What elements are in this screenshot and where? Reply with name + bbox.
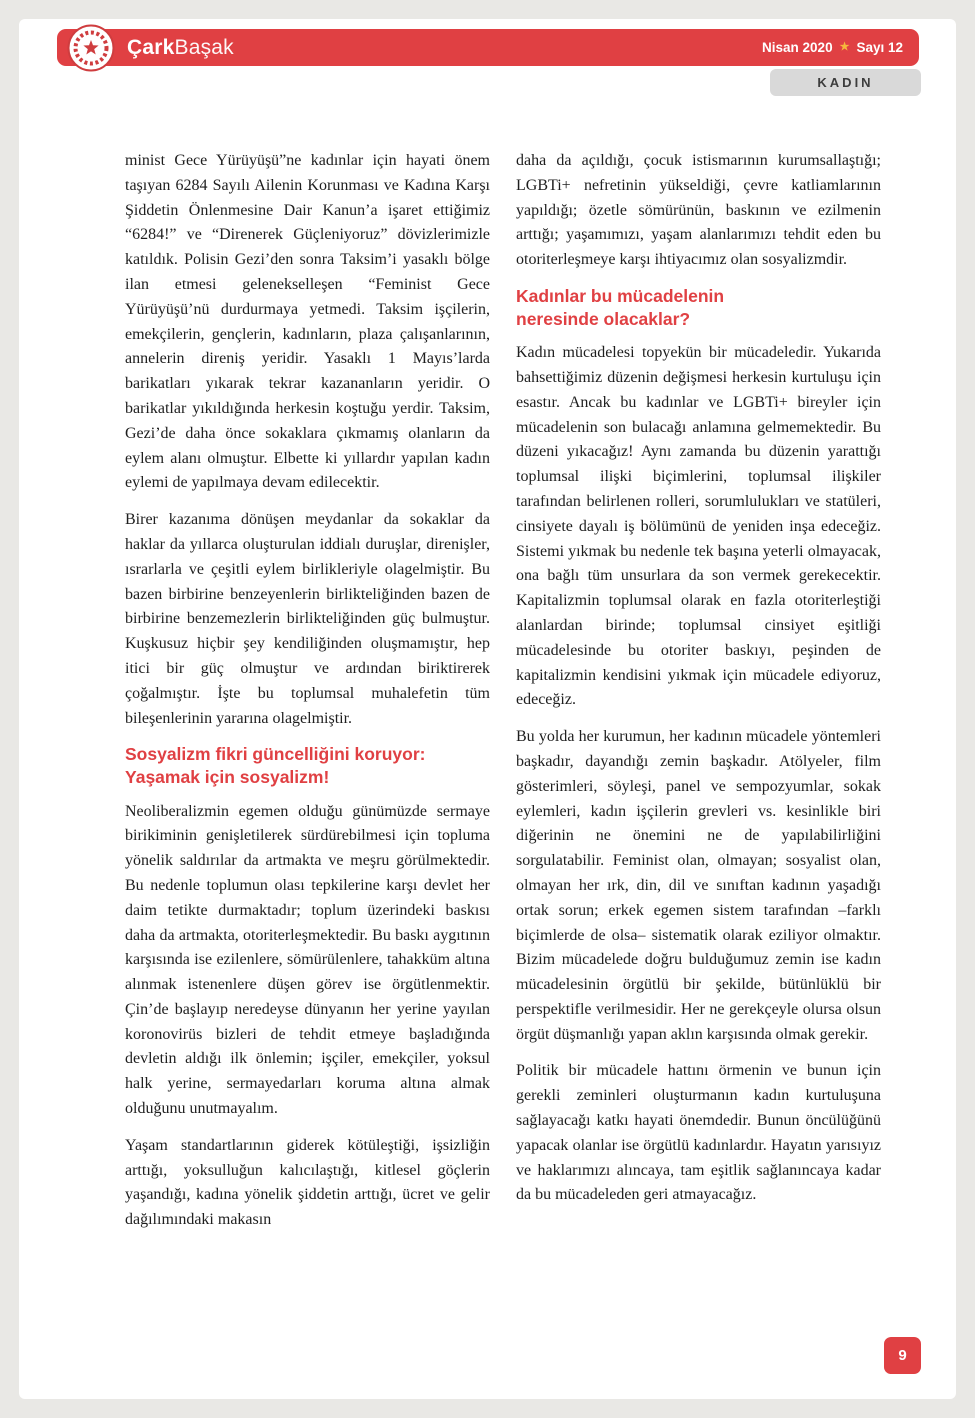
left-column bbox=[125, 149, 490, 1245]
star-icon: ★ bbox=[839, 41, 850, 53]
heading-line: Kadınlar bu mücadelenin bbox=[516, 285, 725, 306]
page-number-badge: 9 bbox=[884, 1337, 921, 1374]
paragraph: daha da açıldığı, çocuk istismarının kurumsallaştığı; LGBTi+ nefretinin yükseldiği, çevre katliamlarının yapıldığı; özetle sömürünün, baskının ve ezilmenin arttığı; yaşamımızı, yaşam alanlarımızı tehdit eden bu otoriterleşmeye karşı ihtiyacımız olan sosyalizmdir. bbox=[516, 152, 881, 269]
paragraph: Birer kazanıma dönüşen meydanlar da sokaklar da haklar da yıllarca oluşturulan iddialı duruşlar, direnişler, ısrarlarla ve çeşitli eylem birlikleriyle olagelmiştir. Bu bazen birbirine benzeyenlerin birlikteliğinden bazen de birbirine benzemezlerin birlikteliğinden güç bulmuştur. Kuşkusuz hiçbir şey kendiliğinden oluşmamıştır, hep itici bir güç olmuştur ve ardından biriktirerek çoğalmıştır. İşte bu toplumsal muhalefetin tüm bileşenlerinin yararına olagelmiştir. bbox=[125, 511, 490, 727]
brand-word-cark: Çark bbox=[127, 35, 175, 59]
paragraph: Yaşam standartlarının giderek kötüleştiği, işsizliğin arttığı, yoksulluğun kalıcılaştığı, kitlesel göçlerin yaşandığı, kadına yönelik şiddetin arttığı, ücret ve gelir dağılımındaki makasın bbox=[125, 1136, 490, 1229]
brand-word-basak: Başak bbox=[174, 35, 234, 59]
paragraph: Neoliberalizmin egemen olduğu günümüzde sermaye birikiminin genişletilerek sürdürebilmesi için topluma yönelik saldırılar da artmakta ve meşru görülmektedir. Bu nedenle toplumun olası tepkilerine karşı devlet her daim tetikte durmaktadır; toplum üzerindeki baskısı daha da artmakta, otoriterleşmektedir. Bu baskı aygıtının karşısında ise ezilenlere, sömürülenlere, tahakküm altına alınmak istenenlere düşen görev ise örgütlenmektir. Çin’de başlayıp neredeyse dünyanın her yerine yayılan koronovirüs bizleri de tehdit etmeye başladığında devletin aldığı ilk önlemin; işçiler, emekçiler, yoksul halk yerine, sermayedarları koruma altına almak olduğunu unutmayalım. bbox=[125, 802, 490, 1118]
magazine-page bbox=[19, 19, 956, 1399]
paragraph: Bu yolda her kurumun, her kadının mücadele yöntemleri başkadır, dayandığı zemin başkadır. Atölyeler, film gösterimleri, söyleşi, panel ve sempozyumlar, sokak eylemleri, kadın işçilerin grevleri vs. kesinlikle biri diğerinin ne önemini ne de yapılabilirliğini sorgulatabilir. Feminist olan, olmayan; sosyalist olan, olmayan her ırk, din, dil ve sınıftan kadının yaşadığı ortak sorun; erkek egemen sistem tarafından –farklı biçimlerde de olsa– sistematik olarak eziliyor olmaktır. Bizim mücadelede doğru bulduğumuz zemin ise kadın mücadelesinin örgütlü bir şekilde, bütünlüklü bir perspektifle verilmesidir. Her ne gerekçeyle olursa olsun örgüt düşmanlığı yapan aklın karşısında olmak gerekir. bbox=[516, 728, 881, 1043]
right-column bbox=[516, 149, 881, 1245]
section-heading bbox=[516, 285, 881, 331]
paragraph: Kadın mücadelesi topyekün bir mücadeledir. Yukarıda bahsettiğimiz düzenin değişmesi herkesin kurtuluşu için esastır. Ancak bu kadınlar ve LGBTi+ bireyler için mücadelenin son bulacağı anlamına gelmemektedir. Bu düzeni yıkacağız! Aynı zamanda bu düzenin yarattığı toplumsal ilişki biçimlerini, toplumsal ilişkiler tarafından belirlenen rolleri, sorumlulukları ve statüleri, cinsiyete dayalı iş bölümünü de yeniden inşa edeceğiz. Sistemi yıkmak bu nedenle tek başına yeterli olmayacak, ona bağlı tüm unsurlara da son vermek gerekecektir. Kapitalizmin toplumsal olarak en fazla otoriterleştiği alanlardan birinde; toplumsal cinsiyet eşitliği mücadelesinde bu otoriter baskıyı, peşinden de kapitalizmin kendisini yıkmak için mücadele ediyoruz, edeceğiz. bbox=[516, 344, 881, 709]
issue-info bbox=[762, 40, 903, 55]
paragraph: Politik bir mücadele hattını örmenin ve bunun için gerekli zeminleri oluşturmanın kadın kurtuluşuna sağlayacağı katkı hayati önemdedir. Bunun öncülüğünü yapacak olanlar ise örgütlü kadınlardır. Hayatın yarısıyız ve haklarımızı alıncaya, tam eşitlik sağlanıncaya kadar da bu mücadeleden geri atmayacağız. bbox=[516, 1062, 881, 1204]
section-heading bbox=[125, 743, 490, 789]
paragraph: minist Gece Yürüyüşü”ne kadınlar için hayati önem taşıyan 6284 Sayılı Ailenin Korunması ve Kadına Karşı Şiddetin Önlenmesine Dair Kanun’a işaret ettiğimiz “6284!” ve “Direnerek Güçleniyoruz” dövizlerimizle katıldık. Polisin Gezi’den sonra Taksim’i yasaklı bölge ilan etmesi gelenekselleşen “Feminist Gece Yürüyüşü’nü durdurmaya yetmedi. Taksim işçilerin, emekçilerin, gençlerin, kadınların, plaza çalışanlarının, annelerin direniş yeridir. Yasaklı 1 Mayıs’larda barikatları yıkarak tekrar kazananların yeridir. O barikatlar yıkıldığında herkesin koştuğu yerdir. Taksim, Gezi’de daha önce sokaklara çıkmamış olanların da eylem alanı olmuştur. Elbette ki yıllardır yapılan kadın eylemi de yapılmaya devam edilecektir. bbox=[125, 152, 490, 492]
tip-logo-icon bbox=[67, 24, 115, 72]
magazine-title bbox=[127, 36, 234, 60]
issue-number: Sayı 12 bbox=[856, 40, 903, 55]
heading-line: Sosyalizm fikri güncelliğini koruyor: bbox=[125, 744, 426, 765]
heading-line: Yaşamak için sosyalizm! bbox=[125, 767, 330, 788]
issue-date: Nisan 2020 bbox=[762, 40, 833, 55]
masthead bbox=[57, 29, 919, 66]
heading-line: neresinde olacaklar? bbox=[516, 309, 691, 330]
section-label: KADIN bbox=[770, 69, 921, 96]
article-body bbox=[125, 149, 881, 1245]
